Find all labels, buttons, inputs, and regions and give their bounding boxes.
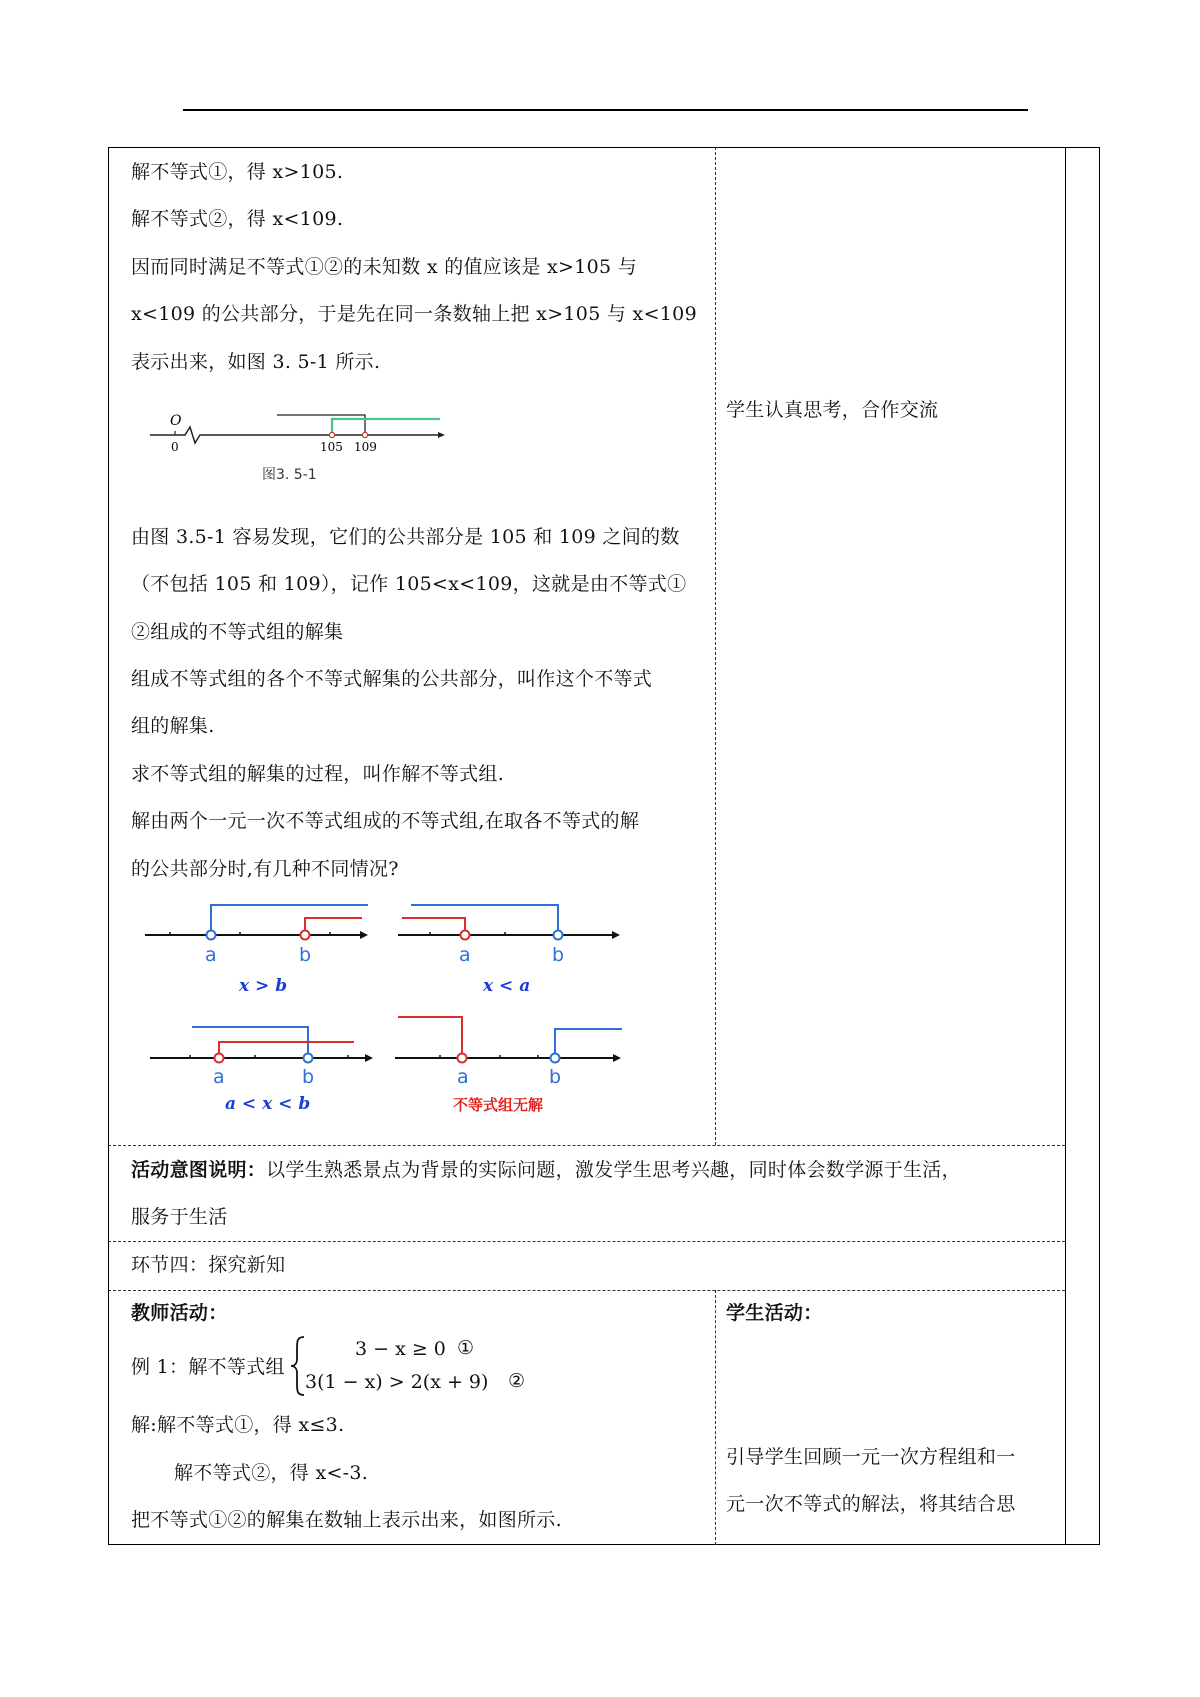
case-label-no-solution: 不等式组无解 <box>453 1096 544 1114</box>
equation-2: 3(1 − x) > 2(x + 9) <box>305 1371 489 1393</box>
section-title: 环节四：探究新知 <box>131 1254 286 1276</box>
origin-label: O <box>170 413 182 429</box>
student-text-line: 引导学生回顾一元一次方程组和一 <box>726 1446 1016 1468</box>
activity-label: 活动意图说明： <box>131 1159 267 1181</box>
equation-1: 3 − x ≥ 0 <box>355 1338 446 1360</box>
student-note: 学生认真思考，合作交流 <box>726 399 939 421</box>
student-activity-label: 学生活动： <box>726 1302 823 1324</box>
row-divider <box>108 1290 1065 1291</box>
figure-caption: 图3. 5-1 <box>262 467 317 483</box>
case-x-greater-b <box>145 905 368 996</box>
case-label: a < x < b <box>225 1094 311 1114</box>
text-line: x<109 的公共部分，于是先在同一条数轴上把 x>105 与 x<109 <box>131 303 697 325</box>
text-line: 因而同时满足不等式①②的未知数 x 的值应该是 x>105 与 <box>131 256 638 278</box>
case-between-a-b <box>150 1027 373 1114</box>
row-divider <box>108 1241 1065 1242</box>
tick-label-109: 109 <box>354 440 377 454</box>
inequality-cases-figure <box>140 895 640 1135</box>
right-border-inner <box>1065 147 1066 1545</box>
zero-label: 0 <box>171 440 179 454</box>
point-a-label: a <box>205 944 217 966</box>
column-divider <box>715 147 716 1145</box>
point-b-label: b <box>299 944 312 966</box>
case-no-solution <box>395 1017 622 1114</box>
text-line: 组成不等式组的各个不等式解集的公共部分，叫作这个不等式 <box>131 668 653 690</box>
activity-text: 以学生熟悉景点为背景的实际问题，激发学生思考兴趣，同时体会数学源于生活， <box>266 1159 961 1181</box>
point-a-label: a <box>459 944 471 966</box>
point-b-label: b <box>302 1066 315 1088</box>
point-b-label: b <box>549 1066 562 1088</box>
text-line: ②组成的不等式组的解集 <box>131 621 344 643</box>
equation-2-mark: ② <box>508 1370 526 1392</box>
text-line: 解由两个一元一次不等式组成的不等式组,在取各不等式的解 <box>131 810 640 832</box>
point-b-label: b <box>552 944 565 966</box>
case-label: x > b <box>239 976 288 996</box>
case-x-less-a <box>398 905 620 996</box>
point-a-label: a <box>457 1066 469 1088</box>
text-line: 组的解集. <box>131 715 215 737</box>
equation-1-mark: ① <box>457 1337 475 1359</box>
activity-line-1 <box>131 1158 961 1182</box>
activity-line-2: 服务于生活 <box>131 1206 228 1228</box>
text-line: 的公共部分时,有几种不同情况? <box>131 858 399 880</box>
text-line: 由图 3.5-1 容易发现，它们的公共部分是 105 和 109 之间的数 <box>131 526 680 548</box>
text-line: 表示出来，如图 3. 5-1 所示. <box>131 351 381 373</box>
text-line: 求不等式组的解集的过程，叫作解不等式组. <box>131 763 505 785</box>
header-rule <box>183 109 1028 111</box>
student-text-line: 元一次不等式的解法，将其结合思 <box>726 1493 1016 1515</box>
row-divider <box>108 1145 1065 1146</box>
point-a-label: a <box>213 1066 225 1088</box>
text-line: （不包括 105 和 109），记作 105<x<109，这就是由不等式① <box>131 573 687 595</box>
text-line: 解不等式②，得 x<109. <box>131 208 344 230</box>
text-line: 解不等式①，得 x>105. <box>131 161 344 183</box>
solution-line-3: 把不等式①②的解集在数轴上表示出来，如图所示. <box>131 1509 562 1531</box>
example-prefix: 例 1：解不等式组 <box>131 1356 285 1378</box>
tick-label-105: 105 <box>320 440 343 454</box>
number-line-figure-3-5-1 <box>140 405 450 490</box>
solution-line-2: 解不等式②，得 x<-3. <box>174 1462 369 1484</box>
column-divider <box>715 1290 716 1545</box>
teacher-activity-label: 教师活动： <box>131 1302 228 1324</box>
case-label: x < a <box>483 976 531 996</box>
solution-line-1: 解:解不等式①，得 x≤3. <box>131 1414 345 1436</box>
